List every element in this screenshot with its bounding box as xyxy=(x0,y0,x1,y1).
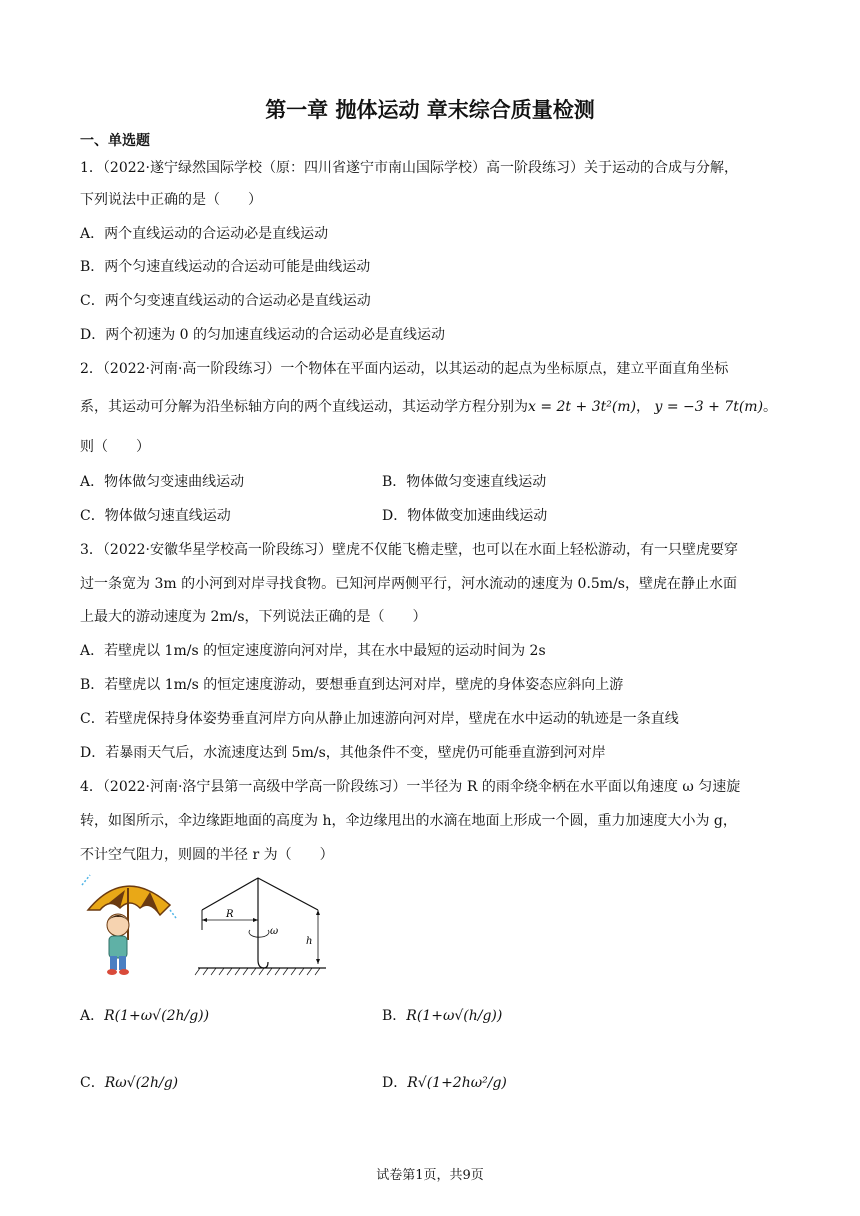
q2-option-c: C．物体做匀速直线运动 xyxy=(80,508,231,524)
q3-option-a: A．若壁虎以 1m/s 的恒定速度游向河对岸，其在水中最短的运动时间为 2s xyxy=(80,643,546,659)
q4-option-a xyxy=(80,1006,209,1026)
q4-option-b-label: B． xyxy=(382,1008,407,1024)
diagram-label-r: R xyxy=(226,909,234,920)
q4-option-a-formula: R(1+ω√(2h/g)) xyxy=(104,1008,210,1024)
q3-stem-line3: 上最大的游动速度为 2m/s，下列说法正确的是（ ） xyxy=(80,609,427,625)
q4-option-a-label: A． xyxy=(80,1008,105,1024)
q2-stem-end: 。 xyxy=(763,399,778,415)
q1-stem-line1: 1．（2022·遂宁绿然国际学校（原：四川省遂宁市南山国际学校）高一阶段练习）关于运动的合成与分解， xyxy=(80,160,738,176)
section-heading: 一、单选题 xyxy=(80,133,150,149)
diagram-label-h: h xyxy=(306,936,313,947)
page-title: 第一章 抛体运动 章末综合质量检测 xyxy=(265,98,595,122)
q4-option-b-formula: R(1+ω√(h/g)) xyxy=(406,1008,503,1024)
q2-option-a: A．物体做匀变速曲线运动 xyxy=(80,474,245,490)
q2-option-d: D．物体做变加速曲线运动 xyxy=(382,508,548,524)
q3-option-b: B．若壁虎以 1m/s 的恒定速度游动，要想垂直到达河对岸，壁虎的身体姿态应斜向上游 xyxy=(80,677,624,693)
q2-stem-line1: 2．（2022·河南·高一阶段练习）一个物体在平面内运动，以其运动的起点为坐标原点，建立平面直角坐标 xyxy=(80,361,729,377)
diagram-label-omega: ω xyxy=(270,926,279,937)
q3-option-d: D．若暴雨天气后，水流速度达到 5m/s，其他条件不变，壁虎仍可能垂直游到河对岸 xyxy=(80,745,606,761)
q3-stem-line1: 3．（2022·安徽华星学校高一阶段练习）壁虎不仅能飞檐走壁，也可以在水面上轻松游动，有一只壁虎要穿 xyxy=(80,542,738,558)
q2-equation-y: y = −3 + 7t(m) xyxy=(654,399,764,415)
q3-stem-line2: 过一条宽为 3m 的小河到对岸寻找食物。已知河岸两侧平行，河水流动的速度为 0.5m/s，壁虎在静止水面 xyxy=(80,576,737,592)
q2-stem-line2: 系，其运动可分解为沿坐标轴方向的两个直线运动，其运动学方程分别为x = 2t + 3t²(m)， y = −3 + 7t(m)。 xyxy=(80,399,778,415)
q1-option-c: C．两个匀变速直线运动的合运动必是直线运动 xyxy=(80,293,371,309)
q4-stem-line2: 转，如图所示，伞边缘距地面的高度为 h，伞边缘甩出的水滴在地面上形成一个圆，重力加速度大小为 g， xyxy=(80,813,737,829)
q4-stem-line3: 不计空气阻力，则圆的半径 r 为（ ） xyxy=(80,847,334,863)
q1-stem-line2: 下列说法中正确的是（ ） xyxy=(80,192,262,208)
q4-option-b xyxy=(382,1006,502,1026)
q1-option-d: D．两个初速为 0 的匀加速直线运动的合运动必是直线运动 xyxy=(80,327,446,343)
q4-option-c xyxy=(80,1073,178,1093)
child-umbrella-illustration xyxy=(80,870,180,980)
q1-option-a: A．两个直线运动的合运动必是直线运动 xyxy=(80,226,329,242)
q4-option-d xyxy=(382,1073,507,1093)
q2-stem-text: 系，其运动可分解为沿坐标轴方向的两个直线运动，其运动学方程分别为 xyxy=(80,399,528,415)
umbrella-diagram xyxy=(190,872,330,980)
q4-option-c-label: C． xyxy=(80,1075,105,1091)
q4-option-c-formula: Rω√(2h/g) xyxy=(104,1075,179,1091)
q4-stem-line1: 4．（2022·河南·洛宁县第一高级中学高一阶段练习）一半径为 R 的雨伞绕伞柄在水平面以角速度 ω 匀速旋 xyxy=(80,779,741,795)
q2-option-b: B．物体做匀变速直线运动 xyxy=(382,474,547,490)
q2-equation-x: x = 2t + 3t²(m) xyxy=(528,399,637,415)
page-footer: 试卷第1页，共9页 xyxy=(376,1168,484,1183)
q2-stem-line3: 则（ ） xyxy=(80,439,150,455)
q4-option-d-formula: R√(1+2hω²/g) xyxy=(407,1075,507,1091)
q3-option-c: C．若壁虎保持身体姿势垂直河岸方向从静止加速游向河对岸，壁虎在水中运动的轨迹是一条直线 xyxy=(80,711,679,727)
q1-option-b: B．两个匀速直线运动的合运动可能是曲线运动 xyxy=(80,259,371,275)
q4-option-d-label: D． xyxy=(382,1075,408,1091)
